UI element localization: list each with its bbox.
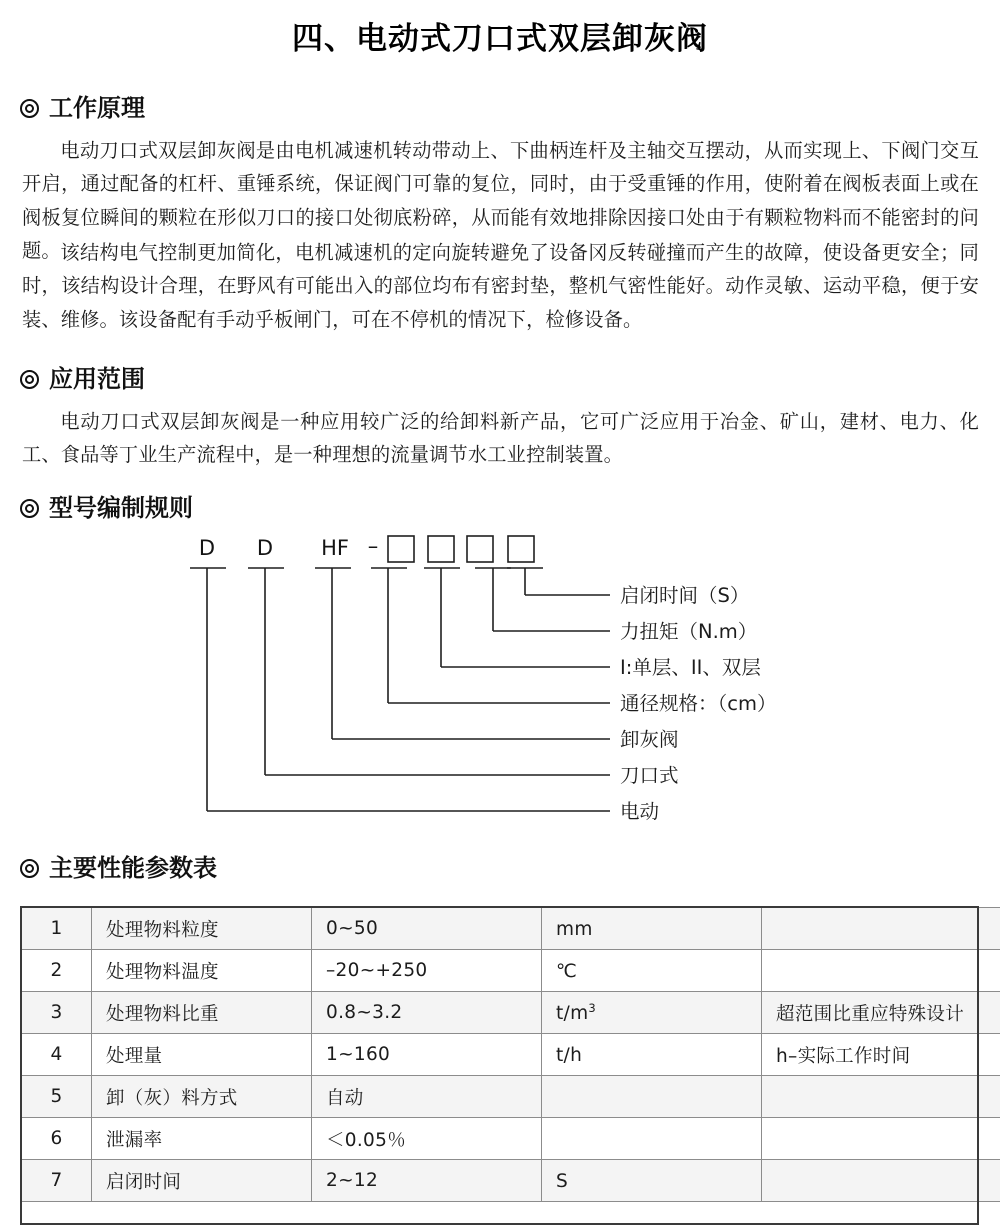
cell-note: [762, 1160, 1000, 1202]
cell-value: 自动: [312, 1076, 542, 1118]
unit-text: ℃: [556, 961, 578, 983]
cell-index: 4: [22, 1034, 92, 1076]
model-token-1: D: [256, 536, 274, 560]
table-row: [22, 1118, 1000, 1160]
model-callout-3: 通径规格：（cm）: [620, 692, 777, 715]
cell-note: [762, 950, 1000, 992]
table-row: [22, 908, 1000, 950]
model-callout-6: 电动: [620, 800, 660, 823]
cell-index: 3: [22, 992, 92, 1034]
cell-index: 7: [22, 1160, 92, 1202]
performance-parameter-table: [21, 907, 1000, 1202]
cell-unit: [542, 1076, 762, 1118]
table-row: [22, 1076, 1000, 1118]
cell-value: 2~12: [312, 1160, 542, 1202]
cell-name: 处理物料温度: [92, 950, 312, 992]
double-circle-bullet-icon: [20, 370, 39, 389]
table-row: [22, 950, 1000, 992]
model-token-2: HF: [321, 536, 349, 560]
section-heading-application: [20, 366, 145, 392]
model-box-2: [428, 536, 454, 562]
section-heading-application-label: 应用范围: [49, 365, 145, 393]
cell-note: [762, 908, 1000, 950]
double-circle-bullet-icon: [20, 859, 39, 878]
cell-index: 1: [22, 908, 92, 950]
cell-value: ＜0.05％: [312, 1118, 542, 1160]
cell-name: 泄漏率: [92, 1118, 312, 1160]
section-heading-model-rule: [20, 495, 193, 521]
unit-exponent: 3: [588, 1000, 597, 1015]
cell-note: 超范围比重应特殊设计: [762, 992, 1000, 1034]
cell-index: 5: [22, 1076, 92, 1118]
principle-paragraph-2: 该结构电气控制更加简化，电机减速机的定向旋转避免了设备冈反转碰撞而产生的故障，使设备更安全；同时，该结构设计合理，在野风有可能出入的部位均布有密封垫，整机气密性能好。动作灵敏、运动平稳，便于安装、维修。该设备配有手动乎板闸门，可在不停机的情况下，检修设备。: [22, 241, 979, 331]
cell-index: 6: [22, 1118, 92, 1160]
section-heading-principle-label: 工作原理: [49, 94, 145, 122]
cell-unit: [542, 1034, 762, 1076]
model-callout-0: 启闭时间（S）: [620, 584, 750, 607]
cell-value: –20~+250: [312, 950, 542, 992]
section-heading-model-rule-label: 型号编制规则: [49, 494, 193, 522]
model-box-4: [508, 536, 534, 562]
model-box-3: [467, 536, 493, 562]
table-row: [22, 1034, 1000, 1076]
unit-text: S: [556, 1171, 569, 1193]
application-paragraph-1: 电动刀口式双层卸灰阀是一种应用较广泛的给卸料新产品，它可广泛应用于冶金、矿山，建材、电力、化工、食品等丁业生产流程中，是一种理想的流量调节水工业控制装置。: [22, 410, 979, 467]
cell-unit: [542, 992, 762, 1034]
cell-name: 卸（灰）料方式: [92, 1076, 312, 1118]
cell-name: 处理量: [92, 1034, 312, 1076]
model-callout-2: I:单层、II、双层: [620, 656, 761, 679]
cell-name: 启闭时间: [92, 1160, 312, 1202]
principle-paragraph-1: 电动刀口式双层卸灰阀是由电机减速机转动带动上、下曲柄连杆及主轴交互摆动，从而实现上、下阀门交互开启，通过配备的杠杆、重锤系统，保证阀门可靠的复位，同时，由于受重锤的作用，使附着在阀板表面上或在阀板复位瞬间的颗粒在形似刀口的接口处彻底粉碎，从而能有效地排除因接口处由于有颗粒物料而不能密封的问题。: [22, 139, 979, 263]
cell-note: [762, 1076, 1000, 1118]
model-token-3: –: [367, 534, 379, 558]
cell-note: h–实际工作时间: [762, 1034, 1000, 1076]
cell-unit: [542, 1118, 762, 1160]
section-heading-principle: [20, 95, 145, 121]
section-heading-params-label: 主要性能参数表: [49, 854, 217, 882]
model-code-diagram: [0, 530, 1000, 830]
model-token-0: D: [198, 536, 216, 560]
cell-name: 处理物料比重: [92, 992, 312, 1034]
unit-text: mm: [556, 919, 593, 941]
cell-unit: [542, 908, 762, 950]
cell-value: 1~160: [312, 1034, 542, 1076]
unit-text: t/m: [556, 1003, 589, 1025]
cell-value: 0~50: [312, 908, 542, 950]
cell-index: 2: [22, 950, 92, 992]
table-body: [22, 908, 1000, 1202]
table-row: [22, 1160, 1000, 1202]
unit-text: t/h: [556, 1045, 583, 1067]
cell-value: 0.8~3.2: [312, 992, 542, 1034]
page-title: 四、电动式刀口式双层卸灰阀: [292, 21, 708, 57]
cell-unit: [542, 1160, 762, 1202]
double-circle-bullet-icon: [20, 499, 39, 518]
cell-unit: [542, 950, 762, 992]
model-callout-4: 卸灰阀: [620, 728, 679, 751]
model-box-1: [388, 536, 414, 562]
cell-name: 处理物料粒度: [92, 908, 312, 950]
model-callout-1: 力扭矩（N.m）: [620, 620, 758, 643]
double-circle-bullet-icon: [20, 99, 39, 118]
cell-note: [762, 1118, 1000, 1160]
model-callout-5: 刀口式: [620, 764, 679, 787]
section-heading-params: [20, 855, 217, 881]
table-row: [22, 992, 1000, 1034]
